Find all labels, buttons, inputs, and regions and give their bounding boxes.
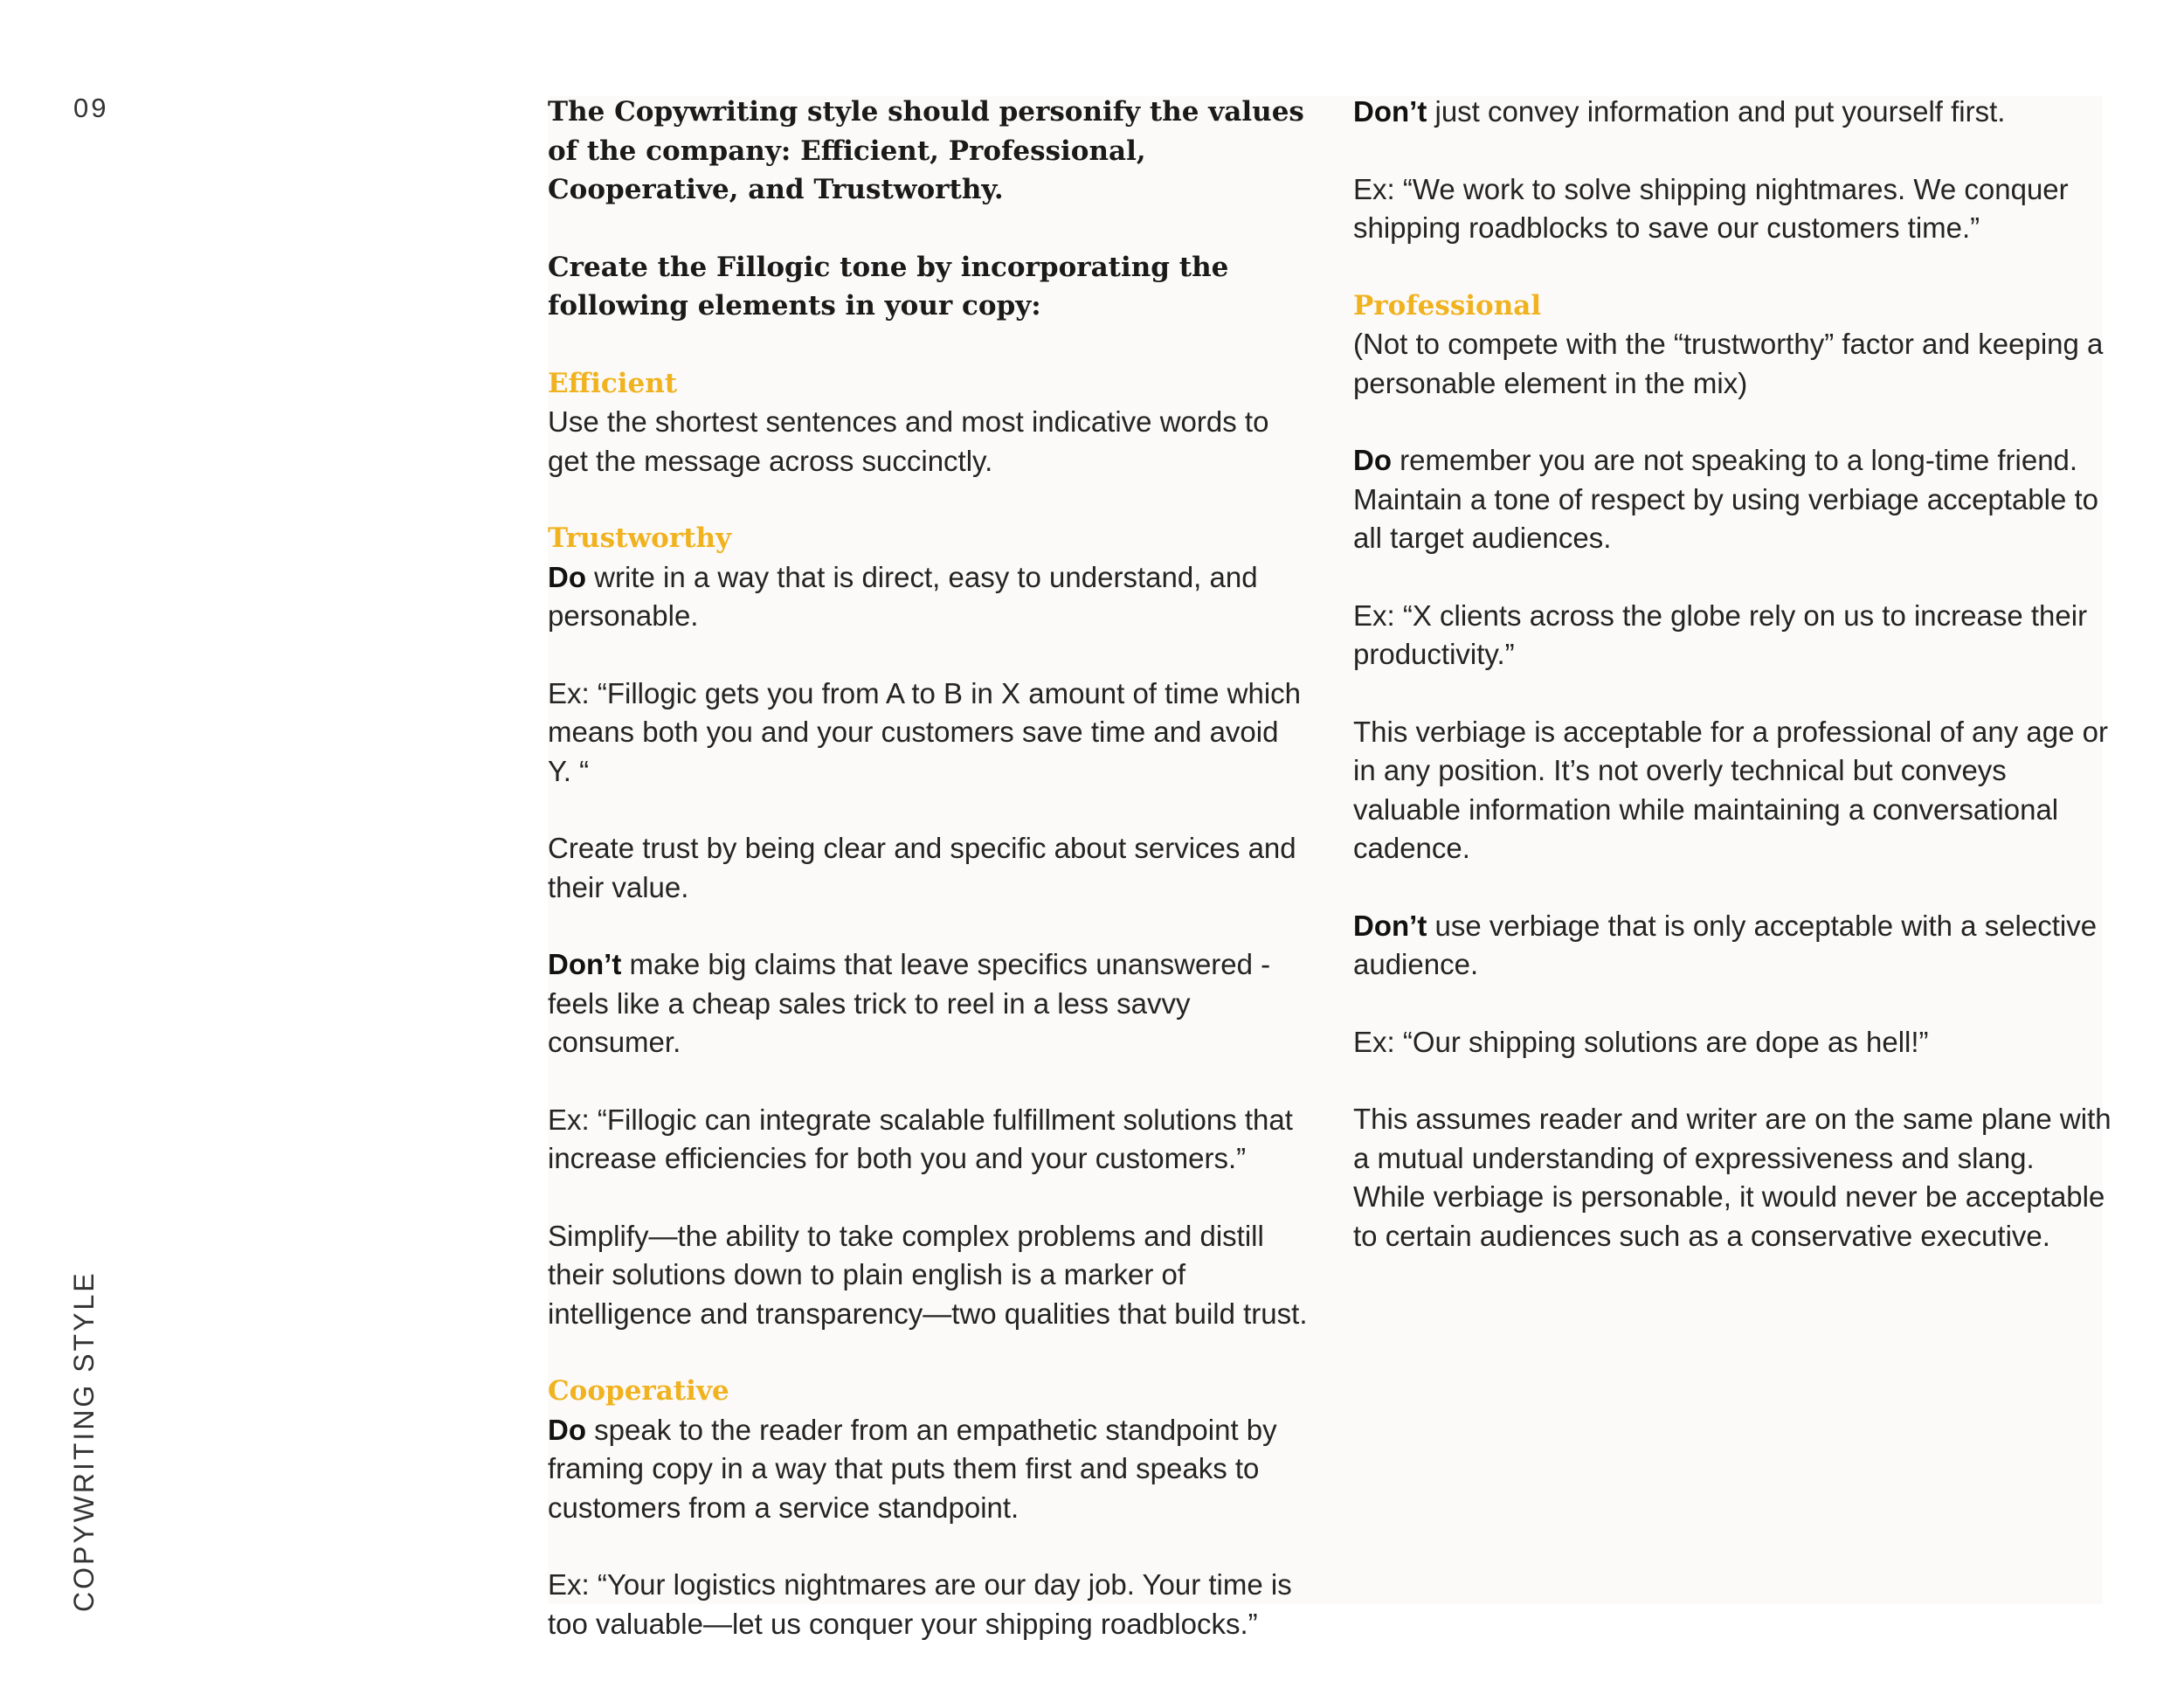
section-label: COPYWRITING STYLE (68, 1270, 100, 1612)
professional-explain-1: This verbiage is acceptable for a professional of any age or in any position. It’s not overly technical but conveys valuable information while maintaining a conversational cadence. (1353, 715, 2108, 864)
cooperative-example: Ex: “Your logistics nightmares are our day job. Your time is too valuable—let us conquer your shipping roadblocks.” (548, 1568, 1292, 1640)
professional-dont (1353, 907, 2113, 985)
note-text: (Not to compete with the “trustworthy” factor and keeping a personable element in the mix) (1353, 328, 2104, 399)
professional-heading: Professional (1353, 289, 1542, 322)
cooperative-do (548, 1372, 1308, 1527)
do-text: write in a way that is direct, easy to understand, and personable. (548, 560, 1258, 632)
efficient-heading: Efficient (548, 367, 678, 399)
trustworthy-simplify: Simplify—the ability to take complex problems and distill their solutions down to plain english is a marker of intelligence and transparency—two qualities that build trust. (548, 1219, 1308, 1330)
trustworthy-do (548, 519, 1308, 636)
left-column (548, 93, 1308, 1682)
dont-text: just convey information and put yourself first. (1427, 95, 2006, 128)
intro-tone: Create the Fillogic tone by incorporating the following elements in your copy: (548, 251, 1229, 322)
dont-text: use verbiage that is only acceptable with a selective audience. (1353, 909, 2098, 980)
do-text: speak to the reader from an empathetic standpoint by framing copy in a way that puts them first and speaks to customers from a service standpoint. (548, 1413, 1277, 1524)
professional-explain-2: This assumes reader and writer are on the same plane with a mutual understanding of expressiveness and slang. While verbiage is personable, it would never be acceptable to certain audiences such as a conservative executive. (1353, 1103, 2111, 1252)
right-column (1353, 93, 2113, 1294)
cooperative-heading: Cooperative (548, 1375, 729, 1407)
trustworthy-dont (548, 945, 1308, 1062)
dont-text: make big claims that leave specifics unanswered - feels like a cheap sales trick to reel in a less savvy consumer. (548, 948, 1271, 1058)
dont-label: Don’t (1353, 95, 1427, 128)
do-label: Do (548, 560, 586, 593)
dont-label: Don’t (1353, 909, 1427, 942)
trustworthy-example-2: Ex: “Fillogic can integrate scalable fulfillment solutions that increase efficiencies for both you and your customers.” (548, 1103, 1293, 1174)
do-label: Do (1353, 444, 1392, 476)
do-label: Do (548, 1413, 586, 1446)
professional-do (1353, 441, 2113, 558)
trustworthy-trust-text: Create trust by being clear and specific about services and their value. (548, 832, 1296, 903)
trustworthy-example-1: Ex: “Fillogic gets you from A to B in X amount of time which means both you and your customers save time and avoid Y. “ (548, 676, 1302, 787)
do-text: remember you are not speaking to a long-time friend. Maintain a tone of respect by using verbiage acceptable to all target audiences. (1353, 444, 2099, 554)
trustworthy-heading: Trustworthy (548, 522, 732, 554)
efficient-body: Use the shortest sentences and most indicative words to get the message across succinctly. (548, 405, 1269, 477)
professional-example-2: Ex: “Our shipping solutions are dope as hell!” (1353, 1025, 1929, 1058)
page-number: 09 (73, 93, 109, 123)
cooperative-dont (1353, 93, 2113, 132)
dont-label: Don’t (548, 948, 622, 980)
efficient-section (548, 364, 1308, 481)
intro-values: The Copywriting style should personify the values of the company: Efficient, Professional, Cooperative, and Trustworthy. (548, 96, 1304, 205)
professional-example-1: Ex: “X clients across the globe rely on us to increase their productivity.” (1353, 598, 2088, 670)
cooperative-example-2: Ex: “We work to solve shipping nightmares. We conquer shipping roadblocks to save our customers time.” (1353, 172, 2069, 244)
professional-note (1353, 287, 2113, 404)
